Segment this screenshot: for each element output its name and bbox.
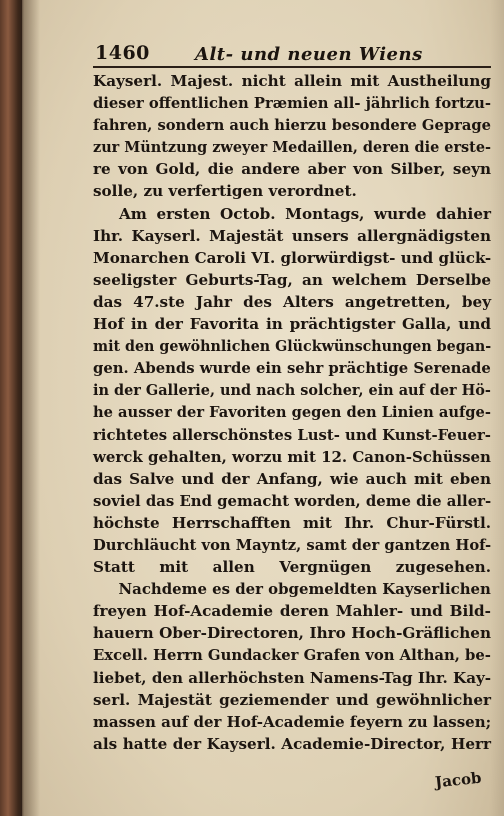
text-line: gen. Abends wurde ein sehr prächtige Serenade xyxy=(93,359,491,378)
text-line: freyen Hof-Academie deren Mahler- und Bild- xyxy=(93,602,491,621)
text-line: he ausser der Favoriten gegen den Linien aufge- xyxy=(93,403,491,422)
text-line: werck gehalten, worzu mit 12. Canon-Schüssen xyxy=(93,447,491,466)
header-rule xyxy=(93,66,491,68)
text-line: richtetes allerschönstes Lust- und Kunst-Feuer- xyxy=(93,425,491,444)
text-line: Am ersten Octob. Montags, wurde dahier xyxy=(119,204,491,223)
text-line: Monarchen Caroli VI. glorwürdigst- und glück- xyxy=(93,248,492,267)
text-line: höchste Herrschafften mit Ihr. Chur-Fürstl. xyxy=(93,513,491,532)
text-line: liebet, den allerhöchsten Namens-Tag Ihr. Kay- xyxy=(93,668,492,687)
body-text xyxy=(93,70,493,755)
text-line: fahren, sondern auch hierzu besondere Geprage xyxy=(93,116,491,135)
running-head xyxy=(95,38,490,66)
text-line: solle, zu verfertigen verordnet. xyxy=(93,182,357,201)
text-line: massen auf der Hof-Academie feyern zu lassen; xyxy=(93,712,492,731)
text-line: serl. Majestät geziemender und gewöhnlicher xyxy=(93,690,491,709)
text-line: Excell. Herrn Gundacker Grafen von Althan, be- xyxy=(93,646,491,665)
text-line: als hatte der Kayserl. Academie-Director, Herr xyxy=(93,734,492,753)
text-line: Ihr. Kayserl. Majestät unsers allergnädigsten xyxy=(93,226,491,245)
page-number: 1460 xyxy=(95,42,150,64)
text-line: das Salve und der Anfang, wie auch mit eben xyxy=(93,469,491,488)
text-line: Hof in der Favorita in prächtigster Galla, und xyxy=(93,315,492,334)
text-line: re von Gold, die andere aber von Silber, seyn xyxy=(93,160,491,179)
text-line: das 47.ste Jahr des Alters angetretten, bey xyxy=(93,292,492,311)
binding-shadow xyxy=(22,0,40,816)
text-line: Durchläucht von Mayntz, samt der gantzen Hof- xyxy=(93,535,492,554)
text-line: dieser offentlichen Præmien all- jährlich fortzu- xyxy=(93,94,491,113)
text-line: seeligster Geburts-Tag, an welchem Derselbe xyxy=(93,270,492,289)
text-line: zur Müntzung zweyer Medaillen, deren die erste- xyxy=(93,138,492,157)
catchword: Jacob xyxy=(434,768,483,792)
text-line: mit den gewöhnlichen Glückwünschungen began- xyxy=(93,337,492,356)
running-title: Alt- und neuen Wiens xyxy=(195,44,423,65)
text-line: soviel das End gemacht worden, deme die aller- xyxy=(93,491,492,510)
text-line: Kayserl. Majest. nicht allein mit Austheilung xyxy=(93,72,492,90)
text-line: in der Gallerie, und nach solcher, ein auf der Hö- xyxy=(93,381,491,400)
text-line: hauern Ober-Directoren, Ihro Hoch-Gräflichen xyxy=(93,624,491,643)
text-line: Nachdeme es der obgemeldten Kayserlichen xyxy=(118,580,491,599)
text-line: Statt mit allen Vergnügen zugesehen. xyxy=(93,558,491,577)
